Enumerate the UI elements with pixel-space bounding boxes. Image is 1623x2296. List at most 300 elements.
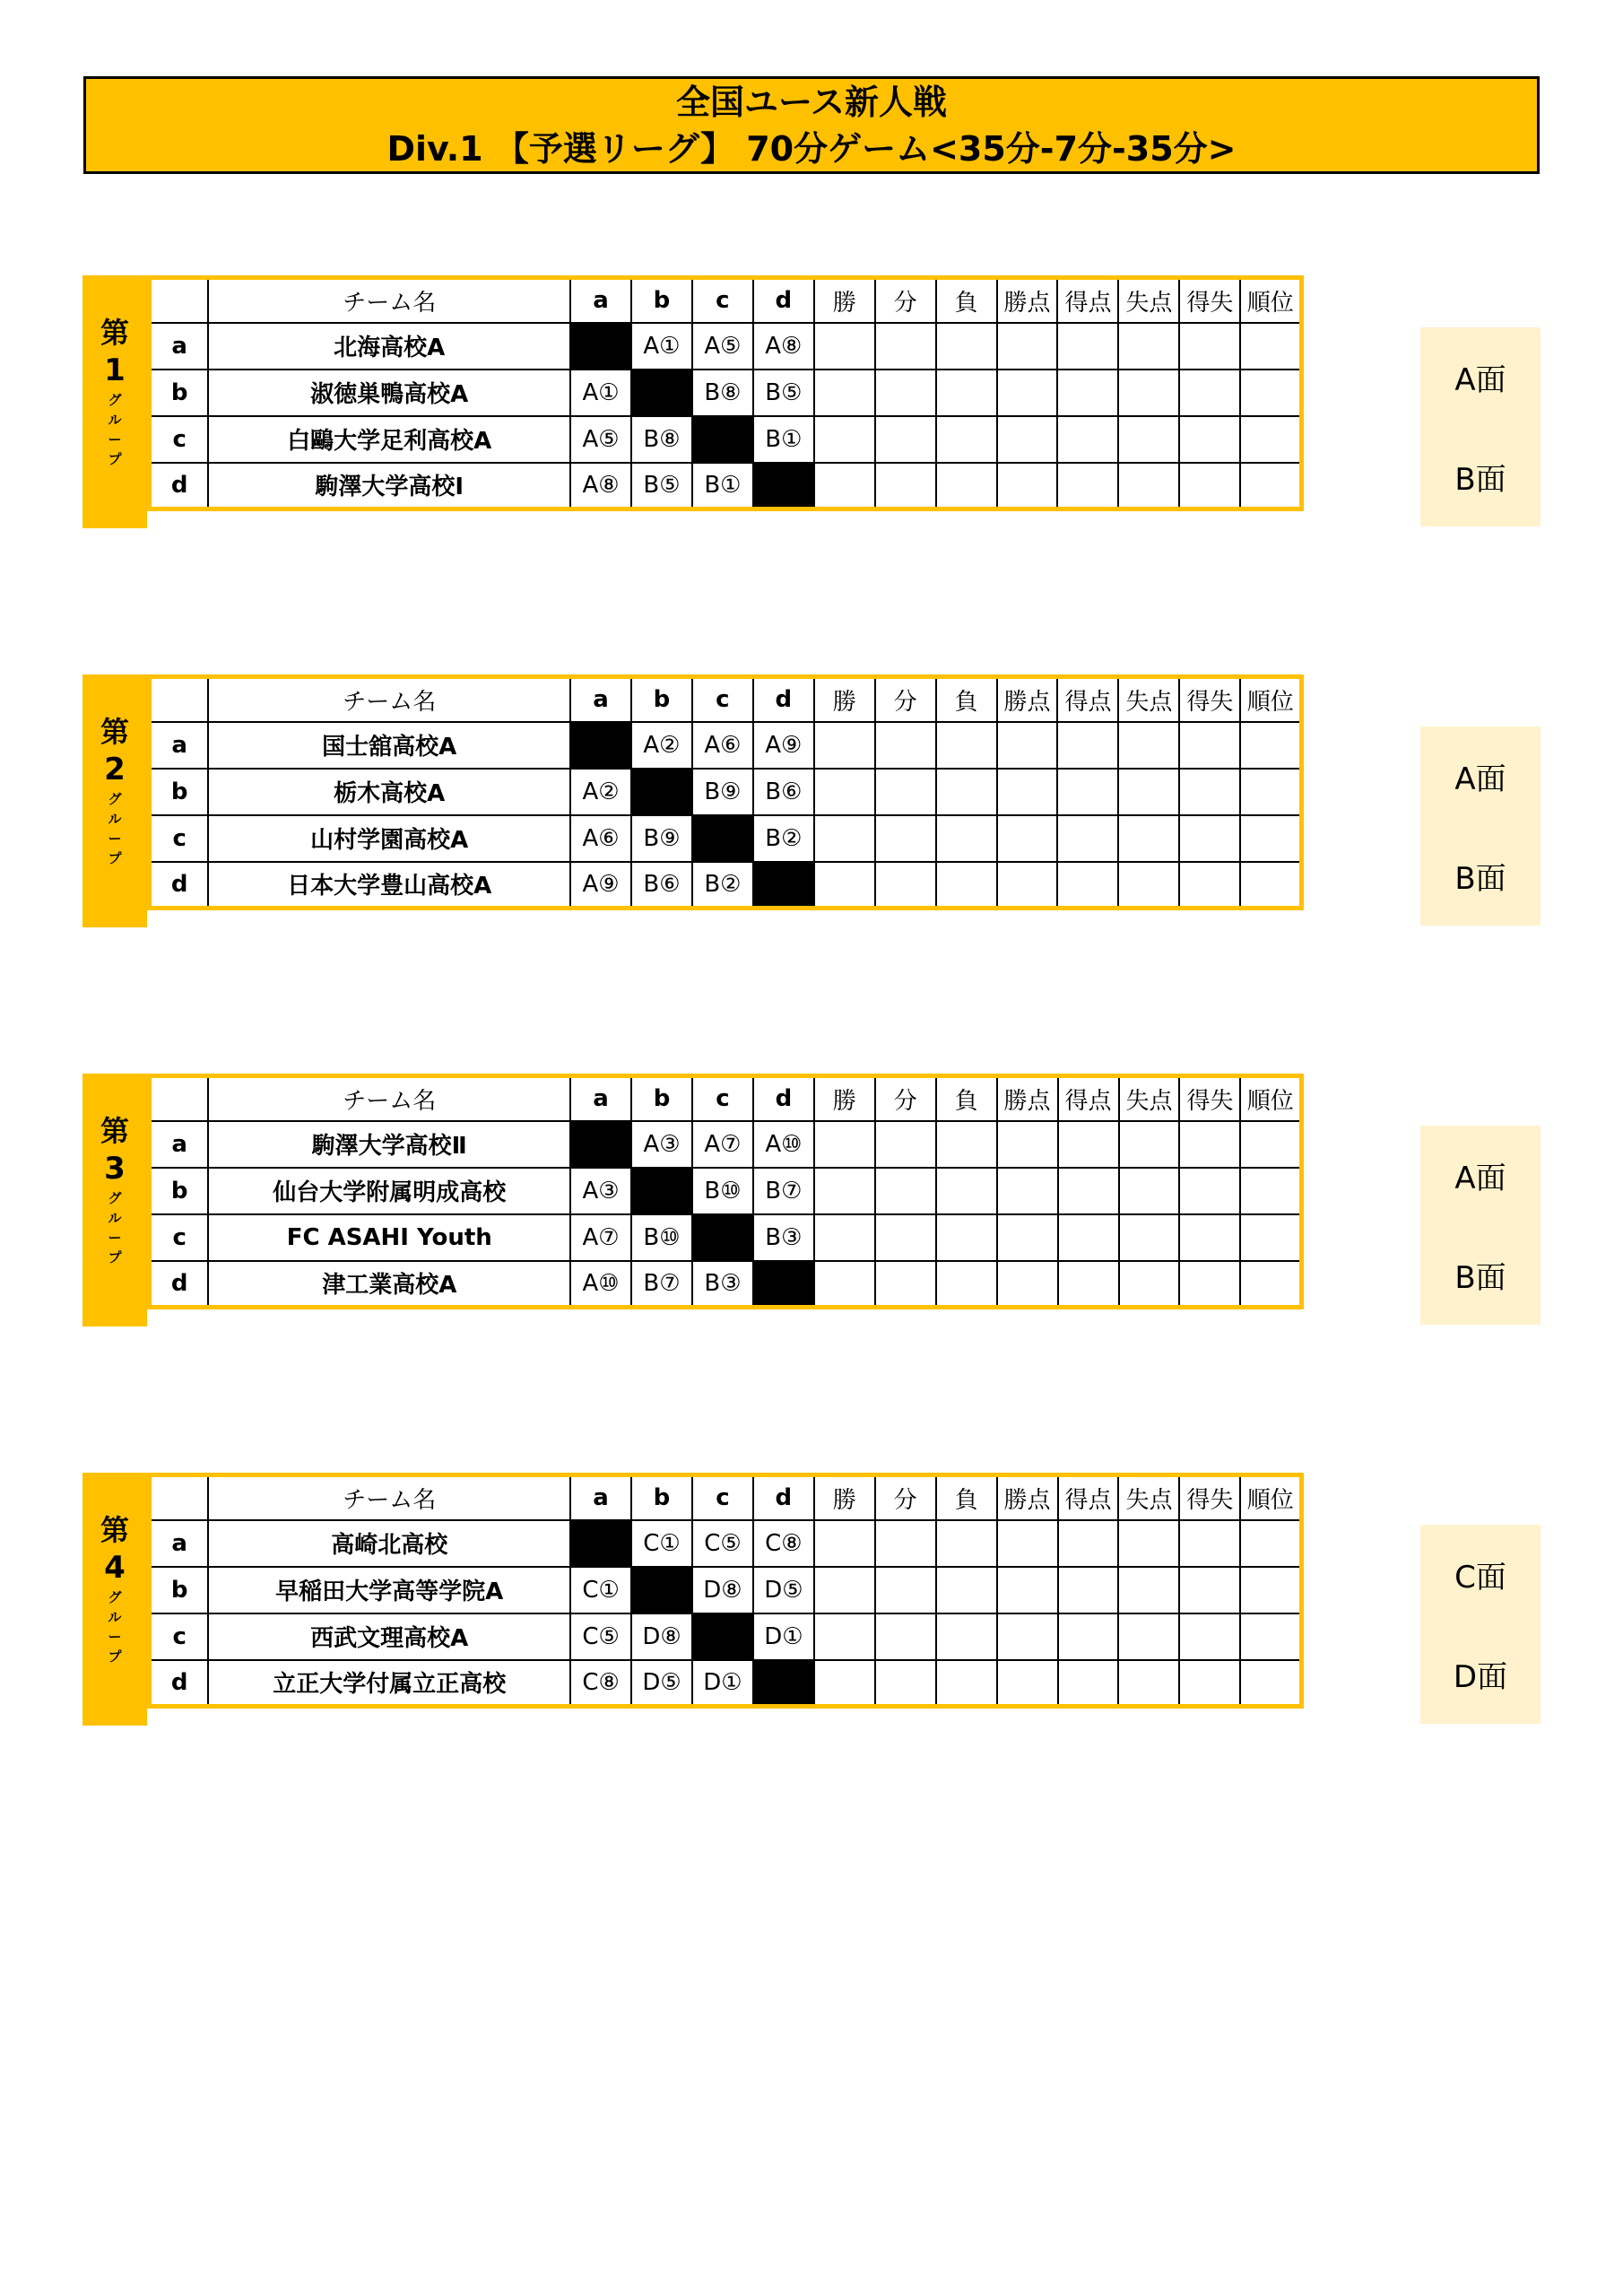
header-opponent-a: a <box>570 1076 631 1121</box>
standings-table <box>147 1473 1304 1709</box>
table-row <box>150 1660 1302 1707</box>
match-cell: B③ <box>692 1261 753 1308</box>
match-cell: D① <box>753 1613 814 1660</box>
stat-cell[interactable] <box>1240 463 1301 509</box>
table-row <box>150 1261 1302 1308</box>
header-stat: 得点 <box>1057 278 1118 323</box>
team-name: 駒澤大学高校Ⅰ <box>208 463 570 509</box>
team-name: 早稲田大学高等学院A <box>208 1567 570 1613</box>
stat-cell[interactable] <box>875 862 936 909</box>
stat-cell[interactable] <box>1057 463 1118 509</box>
group-label-dai: 第 <box>100 1513 129 1547</box>
stat-cell[interactable] <box>1240 1660 1301 1707</box>
header-blank <box>150 1475 209 1520</box>
header-stat: 失点 <box>1119 1076 1180 1121</box>
stat-cell[interactable] <box>997 323 1058 370</box>
stat-cell[interactable] <box>814 463 875 509</box>
stat-cell[interactable] <box>875 1261 936 1308</box>
match-cell: A⑩ <box>753 1121 814 1168</box>
stat-cell[interactable] <box>936 862 997 909</box>
stat-cell[interactable] <box>1057 370 1118 416</box>
stat-cell[interactable] <box>997 1520 1058 1567</box>
stat-cell[interactable] <box>814 1613 875 1660</box>
stat-cell[interactable] <box>814 416 875 463</box>
match-cell: A⑨ <box>570 862 631 909</box>
stat-cell[interactable] <box>1118 1567 1179 1613</box>
header-stat: 得点 <box>1058 1076 1119 1121</box>
stat-cell[interactable] <box>1179 1168 1240 1214</box>
stat-cell[interactable] <box>936 1660 997 1707</box>
stat-cell[interactable] <box>1058 1121 1119 1168</box>
table-row <box>150 862 1302 909</box>
stat-cell[interactable] <box>1118 769 1179 815</box>
self-match-cell <box>570 1520 631 1567</box>
row-id: d <box>150 1261 209 1308</box>
stat-cell[interactable] <box>814 815 875 862</box>
match-cell: B② <box>753 815 814 862</box>
stat-cell[interactable] <box>1058 1261 1119 1308</box>
row-id: b <box>150 769 209 815</box>
team-name: 国士舘高校A <box>208 722 570 769</box>
match-cell: C⑤ <box>692 1520 753 1567</box>
stat-cell[interactable] <box>875 1168 936 1214</box>
stat-cell[interactable] <box>997 1261 1058 1308</box>
stat-cell[interactable] <box>936 769 997 815</box>
standings-table <box>147 674 1304 910</box>
stat-cell[interactable] <box>1058 1613 1119 1660</box>
header-stat: 得失 <box>1179 278 1240 323</box>
match-cell: B③ <box>753 1214 814 1261</box>
stat-cell[interactable] <box>875 1121 936 1168</box>
stat-cell[interactable] <box>936 463 997 509</box>
venue-label: A面 <box>1454 761 1506 797</box>
stat-cell[interactable] <box>1118 862 1179 909</box>
stat-cell[interactable] <box>997 416 1058 463</box>
venue-label: B面 <box>1454 462 1506 498</box>
stat-cell[interactable] <box>997 815 1058 862</box>
match-cell: A③ <box>570 1168 631 1214</box>
header-stat: 分 <box>875 278 936 323</box>
self-match-cell <box>570 1121 631 1168</box>
standings-table <box>147 275 1304 511</box>
venue-box <box>1420 327 1541 526</box>
table-row <box>150 1168 1302 1214</box>
group-label <box>82 275 147 528</box>
stat-cell[interactable] <box>1240 1613 1301 1660</box>
group-label-kana: プ <box>108 850 122 866</box>
match-cell: A⑥ <box>570 815 631 862</box>
group-label-kana: ル <box>108 811 122 827</box>
group-label-kana: ー <box>108 431 122 448</box>
stat-cell[interactable] <box>875 1660 936 1707</box>
group-label-dai: 第 <box>100 1114 129 1148</box>
match-cell: B⑩ <box>692 1168 753 1214</box>
team-name: 淑徳巣鴨高校A <box>208 370 570 416</box>
stat-cell[interactable] <box>1118 1613 1179 1660</box>
team-name: 北海高校A <box>208 323 570 370</box>
match-cell: A⑨ <box>753 722 814 769</box>
stat-cell[interactable] <box>936 1121 997 1168</box>
table-row <box>150 1567 1302 1613</box>
stat-cell[interactable] <box>814 1261 875 1308</box>
team-name: 高崎北高校 <box>208 1520 570 1567</box>
venue-label: D面 <box>1453 1659 1508 1695</box>
stat-cell[interactable] <box>1240 370 1301 416</box>
match-cell: A⑧ <box>570 463 631 509</box>
group-3 <box>82 1074 1304 1326</box>
match-cell: D⑤ <box>631 1660 692 1707</box>
stat-cell[interactable] <box>814 1567 875 1613</box>
stat-cell[interactable] <box>814 370 875 416</box>
stat-cell[interactable] <box>1240 862 1301 909</box>
match-cell: D① <box>692 1660 753 1707</box>
header-opponent-c: c <box>692 1475 753 1520</box>
venue-box <box>1420 726 1541 926</box>
header-stat: 順位 <box>1240 1076 1301 1121</box>
team-name: 津工業高校A <box>208 1261 570 1308</box>
stat-cell[interactable] <box>1118 323 1179 370</box>
stat-cell[interactable] <box>1240 722 1301 769</box>
stat-cell[interactable] <box>875 1214 936 1261</box>
header-stat: 勝点 <box>997 677 1058 722</box>
header-stat: 勝 <box>814 677 875 722</box>
stat-cell[interactable] <box>936 1261 997 1308</box>
stat-cell[interactable] <box>1179 862 1240 909</box>
header-stat: 勝点 <box>997 278 1058 323</box>
header-stat: 負 <box>936 1076 997 1121</box>
row-id: b <box>150 1168 209 1214</box>
group-label-kana: グ <box>108 1190 122 1206</box>
header-team-name: チーム名 <box>208 278 570 323</box>
stat-cell[interactable] <box>1118 1520 1179 1567</box>
group-label-kana: グ <box>108 791 122 807</box>
self-match-cell <box>753 1660 814 1707</box>
stat-cell[interactable] <box>1179 1214 1240 1261</box>
group-label-kana: グ <box>108 392 122 408</box>
stat-cell[interactable] <box>936 1567 997 1613</box>
stat-cell[interactable] <box>814 769 875 815</box>
stat-cell[interactable] <box>814 722 875 769</box>
stat-cell[interactable] <box>936 722 997 769</box>
stat-cell[interactable] <box>1179 1613 1240 1660</box>
stat-cell[interactable] <box>1179 1261 1240 1308</box>
team-name: 白鷗大学足利高校A <box>208 416 570 463</box>
stat-cell[interactable] <box>997 370 1058 416</box>
stat-cell[interactable] <box>1240 323 1301 370</box>
header-blank <box>150 1076 209 1121</box>
self-match-cell <box>753 463 814 509</box>
team-name: 仙台大学附属明成高校 <box>208 1168 570 1214</box>
stat-cell[interactable] <box>875 815 936 862</box>
group-label-kana: グ <box>108 1589 122 1605</box>
match-cell: A⑤ <box>570 416 631 463</box>
stat-cell[interactable] <box>1118 815 1179 862</box>
stat-cell[interactable] <box>997 463 1058 509</box>
match-cell: A① <box>570 370 631 416</box>
stat-cell[interactable] <box>997 769 1058 815</box>
stat-cell[interactable] <box>875 1567 936 1613</box>
header-opponent-b: b <box>631 1475 692 1520</box>
stat-cell[interactable] <box>1118 1660 1179 1707</box>
header-stat: 負 <box>936 1475 997 1520</box>
stat-cell[interactable] <box>997 1168 1058 1214</box>
stat-cell[interactable] <box>936 323 997 370</box>
stat-cell[interactable] <box>1179 463 1240 509</box>
self-match-cell <box>692 1613 753 1660</box>
stat-cell[interactable] <box>1179 722 1240 769</box>
stat-cell[interactable] <box>936 416 997 463</box>
stat-cell[interactable] <box>1057 815 1118 862</box>
page-title <box>83 76 1540 174</box>
match-cell: B⑦ <box>631 1261 692 1308</box>
stat-cell[interactable] <box>1240 1121 1301 1168</box>
row-id: d <box>150 1660 209 1707</box>
header-stat: 失点 <box>1118 677 1179 722</box>
stat-cell[interactable] <box>814 1214 875 1261</box>
stat-cell[interactable] <box>1119 1168 1180 1214</box>
self-match-cell <box>631 769 692 815</box>
row-id: b <box>150 1567 209 1613</box>
group-label-kana: ル <box>108 412 122 428</box>
row-id: d <box>150 862 209 909</box>
header-stat: 勝 <box>814 278 875 323</box>
stat-cell[interactable] <box>1058 1520 1119 1567</box>
match-cell: B① <box>753 416 814 463</box>
match-cell: B⑧ <box>692 370 753 416</box>
stat-cell[interactable] <box>814 1520 875 1567</box>
stat-cell[interactable] <box>1058 1660 1119 1707</box>
stat-cell[interactable] <box>936 1613 997 1660</box>
stat-cell[interactable] <box>997 862 1058 909</box>
team-name: 日本大学豊山高校A <box>208 862 570 909</box>
match-cell: A⑦ <box>692 1121 753 1168</box>
header-stat: 負 <box>936 677 997 722</box>
group-label-kana: ー <box>108 1230 122 1246</box>
header-opponent-d: d <box>753 677 814 722</box>
row-id: c <box>150 1613 209 1660</box>
table-row <box>150 370 1302 416</box>
header-stat: 勝 <box>814 1475 875 1520</box>
stat-cell[interactable] <box>997 1613 1058 1660</box>
team-name: 立正大学付属立正高校 <box>208 1660 570 1707</box>
header-stat: 得点 <box>1057 677 1118 722</box>
header-blank <box>150 278 209 323</box>
venue-label: A面 <box>1454 362 1506 398</box>
venue-box <box>1420 1525 1541 1724</box>
stat-cell[interactable] <box>936 370 997 416</box>
self-match-cell <box>753 862 814 909</box>
stat-cell[interactable] <box>1057 769 1118 815</box>
row-id: a <box>150 722 209 769</box>
group-label-kana: ル <box>108 1210 122 1226</box>
stat-cell[interactable] <box>814 862 875 909</box>
stat-cell[interactable] <box>1058 1567 1119 1613</box>
match-cell: B⑩ <box>631 1214 692 1261</box>
row-id: b <box>150 370 209 416</box>
header-stat: 順位 <box>1240 1475 1301 1520</box>
stat-cell[interactable] <box>997 1660 1058 1707</box>
table-row <box>150 1121 1302 1168</box>
team-name: FC ASAHI Youth <box>208 1214 570 1261</box>
stat-cell[interactable] <box>875 769 936 815</box>
venue-label: A面 <box>1454 1161 1506 1196</box>
title-line-1: 全国ユース新人戦 <box>675 82 948 122</box>
self-match-cell <box>753 1261 814 1308</box>
group-1 <box>82 275 1304 528</box>
header-opponent-d: d <box>753 278 814 323</box>
group-label-number: 1 <box>104 352 126 388</box>
match-cell: A⑩ <box>570 1261 631 1308</box>
stat-cell[interactable] <box>936 1214 997 1261</box>
self-match-cell <box>631 1567 692 1613</box>
stat-cell[interactable] <box>1118 722 1179 769</box>
group-label-dai: 第 <box>100 715 129 749</box>
table-header-row <box>150 278 1302 323</box>
stat-cell[interactable] <box>1240 769 1301 815</box>
stat-cell[interactable] <box>1240 1214 1301 1261</box>
stat-cell[interactable] <box>1240 1261 1301 1308</box>
header-stat: 失点 <box>1118 1475 1179 1520</box>
stat-cell[interactable] <box>875 463 936 509</box>
stat-cell[interactable] <box>1240 815 1301 862</box>
match-cell: D⑧ <box>692 1567 753 1613</box>
match-cell: B⑨ <box>692 769 753 815</box>
match-cell: B⑦ <box>753 1168 814 1214</box>
row-id: c <box>150 1214 209 1261</box>
stat-cell[interactable] <box>814 1660 875 1707</box>
header-opponent-d: d <box>753 1076 814 1121</box>
match-cell: C① <box>631 1520 692 1567</box>
row-id: a <box>150 323 209 370</box>
stat-cell[interactable] <box>1240 1168 1301 1214</box>
group-label <box>82 1473 147 1726</box>
stat-cell[interactable] <box>1057 722 1118 769</box>
stat-cell[interactable] <box>875 1520 936 1567</box>
venue-label: C面 <box>1454 1560 1506 1596</box>
self-match-cell <box>631 370 692 416</box>
header-stat: 勝 <box>814 1076 875 1121</box>
stat-cell[interactable] <box>1118 463 1179 509</box>
group-label <box>82 1074 147 1326</box>
stat-cell[interactable] <box>1057 416 1118 463</box>
stat-cell[interactable] <box>1240 1520 1301 1567</box>
header-opponent-a: a <box>570 1475 631 1520</box>
stat-cell[interactable] <box>1119 1121 1180 1168</box>
table-row <box>150 769 1302 815</box>
stat-cell[interactable] <box>997 722 1058 769</box>
header-opponent-c: c <box>692 1076 753 1121</box>
stat-cell[interactable] <box>814 1168 875 1214</box>
stat-cell[interactable] <box>814 323 875 370</box>
match-cell: A② <box>570 769 631 815</box>
group-label-kana: プ <box>108 1648 122 1665</box>
header-opponent-d: d <box>753 1475 814 1520</box>
match-cell: B⑤ <box>753 370 814 416</box>
stat-cell[interactable] <box>936 1520 997 1567</box>
stat-cell[interactable] <box>1179 1520 1240 1567</box>
group-label-kana: ー <box>108 1629 122 1645</box>
match-cell: B⑨ <box>631 815 692 862</box>
table-row <box>150 815 1302 862</box>
group-label-kana: ー <box>108 831 122 847</box>
table-header-row <box>150 677 1302 722</box>
header-stat: 失点 <box>1118 278 1179 323</box>
stat-cell[interactable] <box>1119 1214 1180 1261</box>
stat-cell[interactable] <box>875 1613 936 1660</box>
header-team-name: チーム名 <box>208 1076 570 1121</box>
stat-cell[interactable] <box>997 1567 1058 1613</box>
header-stat: 順位 <box>1240 677 1301 722</box>
match-cell: A⑦ <box>570 1214 631 1261</box>
table-row <box>150 722 1302 769</box>
stat-cell[interactable] <box>875 722 936 769</box>
header-stat: 負 <box>936 278 997 323</box>
team-name: 栃木高校A <box>208 769 570 815</box>
stat-cell[interactable] <box>875 323 936 370</box>
self-match-cell <box>570 323 631 370</box>
group-label-number: 4 <box>104 1550 126 1586</box>
match-cell: B① <box>692 463 753 509</box>
stat-cell[interactable] <box>1118 416 1179 463</box>
stat-cell[interactable] <box>1058 1214 1119 1261</box>
stat-cell[interactable] <box>875 416 936 463</box>
stat-cell[interactable] <box>1179 769 1240 815</box>
stat-cell[interactable] <box>997 1121 1058 1168</box>
table-row <box>150 1520 1302 1567</box>
header-stat: 分 <box>875 1475 936 1520</box>
group-label-number: 2 <box>104 752 126 787</box>
stat-cell[interactable] <box>1179 323 1240 370</box>
match-cell: C⑤ <box>570 1613 631 1660</box>
header-opponent-c: c <box>692 677 753 722</box>
team-name: 山村学園高校A <box>208 815 570 862</box>
stat-cell[interactable] <box>936 815 997 862</box>
stat-cell[interactable] <box>936 1168 997 1214</box>
stat-cell[interactable] <box>1118 370 1179 416</box>
stat-cell[interactable] <box>875 370 936 416</box>
stat-cell[interactable] <box>1179 370 1240 416</box>
stat-cell[interactable] <box>997 1214 1058 1261</box>
stat-cell[interactable] <box>1179 1121 1240 1168</box>
table-header-row <box>150 1475 1302 1520</box>
stat-cell[interactable] <box>1058 1168 1119 1214</box>
match-cell: B⑧ <box>631 416 692 463</box>
group-label <box>82 674 147 927</box>
stat-cell[interactable] <box>1179 416 1240 463</box>
row-id: d <box>150 463 209 509</box>
stat-cell[interactable] <box>1057 862 1118 909</box>
stat-cell[interactable] <box>1119 1261 1180 1308</box>
stat-cell[interactable] <box>1179 1660 1240 1707</box>
header-opponent-c: c <box>692 278 753 323</box>
self-match-cell <box>631 1168 692 1214</box>
venue-label: B面 <box>1454 861 1506 897</box>
venue-label: B面 <box>1454 1260 1506 1296</box>
row-id: a <box>150 1520 209 1567</box>
stat-cell[interactable] <box>1179 1567 1240 1613</box>
stat-cell[interactable] <box>1057 323 1118 370</box>
self-match-cell <box>692 815 753 862</box>
stat-cell[interactable] <box>1179 815 1240 862</box>
header-opponent-a: a <box>570 278 631 323</box>
stat-cell[interactable] <box>1240 1567 1301 1613</box>
stat-cell[interactable] <box>814 1121 875 1168</box>
stat-cell[interactable] <box>1240 416 1301 463</box>
group-label-kana: プ <box>108 1249 122 1265</box>
header-stat: 得失 <box>1179 677 1240 722</box>
row-id: c <box>150 416 209 463</box>
match-cell: A⑥ <box>692 722 753 769</box>
